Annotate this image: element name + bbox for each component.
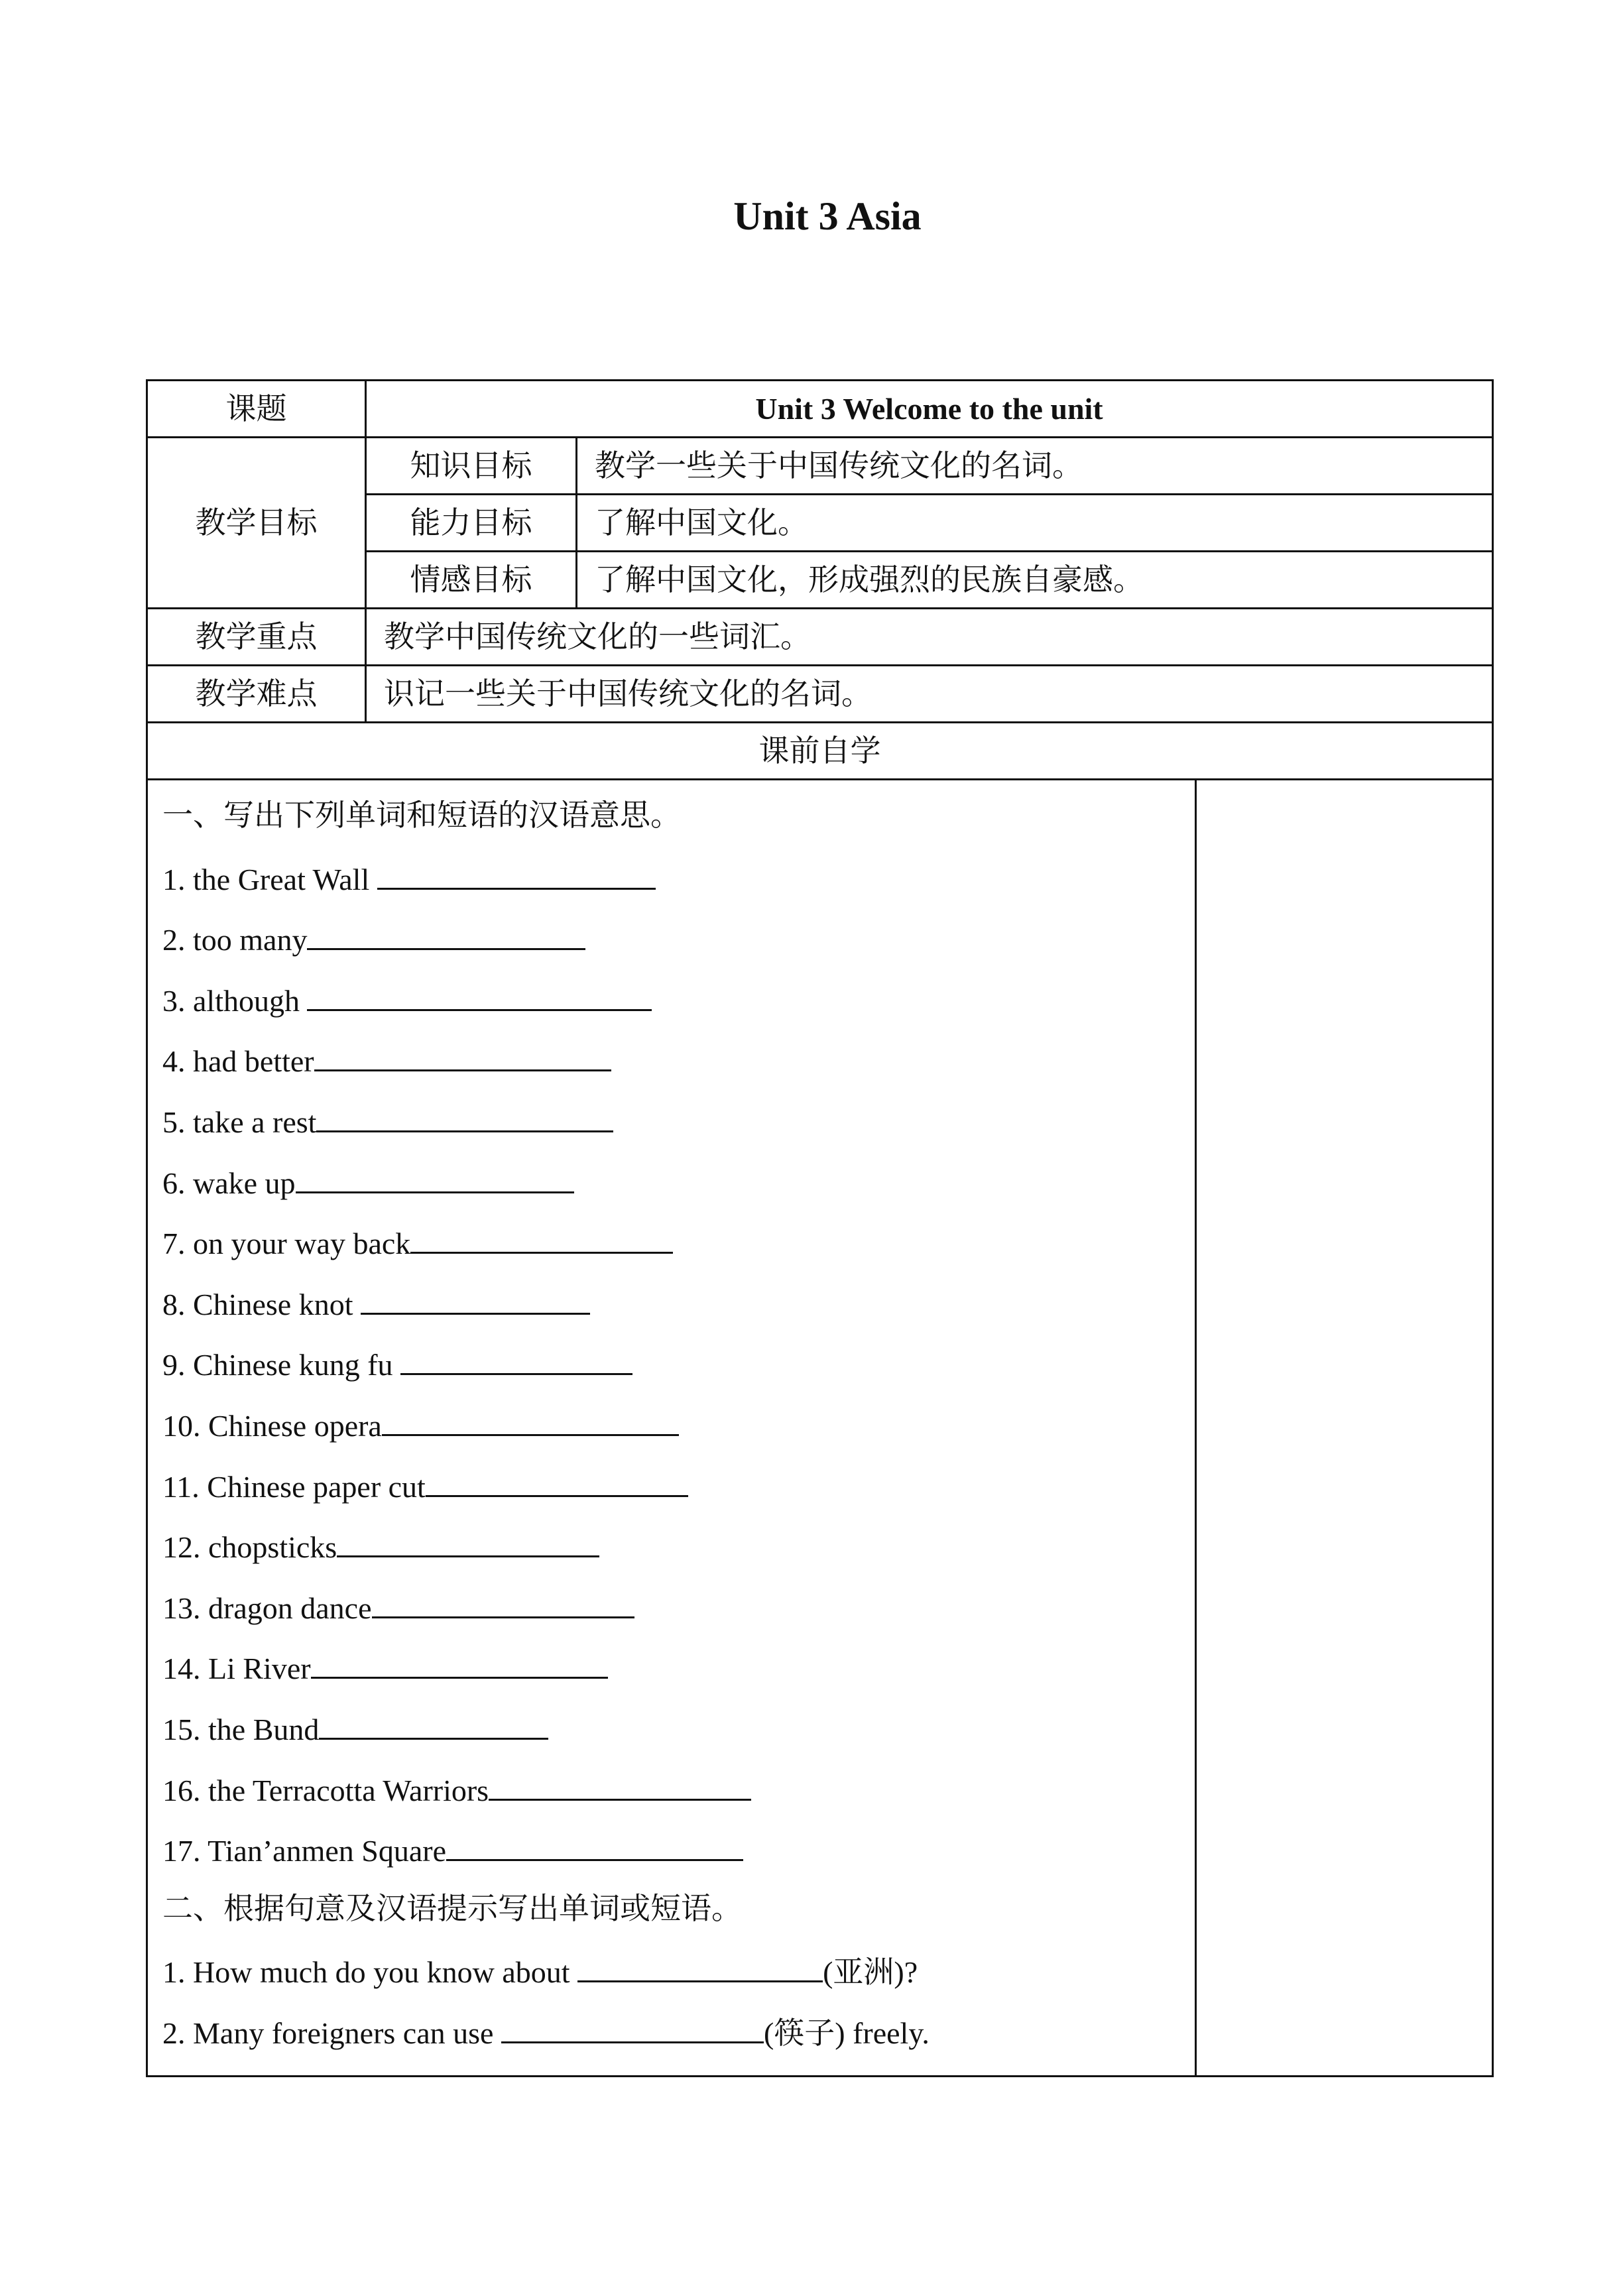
item-text: 3. although xyxy=(162,983,308,1018)
item-text: 4. had better xyxy=(162,1044,314,1079)
list-item xyxy=(162,1043,1195,1104)
answer-blank[interactable] xyxy=(410,1225,673,1254)
list-item xyxy=(162,1711,1195,1772)
item-text: 2. Many foreigners can use xyxy=(162,2016,501,2050)
answer-blank[interactable] xyxy=(314,1043,611,1071)
list-item xyxy=(162,1469,1195,1530)
answer-blank[interactable] xyxy=(400,1347,632,1375)
answer-blank[interactable] xyxy=(577,1954,823,1982)
answer-blank[interactable] xyxy=(446,1833,743,1861)
key-points-label: 教学重点 xyxy=(147,609,366,666)
list-item xyxy=(162,861,1195,922)
emotion-objective-label: 情感目标 xyxy=(366,552,577,609)
answer-blank[interactable] xyxy=(337,1529,599,1557)
answer-blank[interactable] xyxy=(311,1650,608,1679)
list-item xyxy=(162,1833,1195,1894)
answer-blank[interactable] xyxy=(361,1286,590,1315)
answer-blank[interactable] xyxy=(377,861,656,890)
item-text: 7. on your way back xyxy=(162,1227,411,1261)
difficulties-value: 识记一些关于中国传统文化的名词。 xyxy=(366,666,1493,723)
answer-blank[interactable] xyxy=(307,983,652,1011)
list-item xyxy=(162,922,1195,983)
section2-heading: 二、根据句意及汉语提示写出单词或短语。 xyxy=(162,1893,742,1925)
list-item xyxy=(162,1347,1195,1408)
answer-blank[interactable] xyxy=(296,1165,574,1193)
list-item xyxy=(162,1225,1195,1286)
answer-blank[interactable] xyxy=(307,922,585,950)
list-item xyxy=(162,1408,1195,1469)
lesson-plan-table xyxy=(146,379,1494,2077)
item-hint: (筷子) freely. xyxy=(763,2016,930,2050)
answer-blank[interactable] xyxy=(372,1590,634,1618)
list-item xyxy=(162,1165,1195,1226)
document-title: Unit 3 Asia xyxy=(733,194,922,238)
item-text: 5. take a rest xyxy=(162,1105,317,1139)
emotion-objective-value: 了解中国文化，形成强烈的民族自豪感。 xyxy=(577,552,1493,609)
list-item xyxy=(162,1590,1195,1651)
answer-blank[interactable] xyxy=(319,1711,548,1740)
item-text: 2. too many xyxy=(162,923,308,957)
exercise-cell xyxy=(147,780,1196,2077)
knowledge-objective-value: 教学一些关于中国传统文化的名词。 xyxy=(577,438,1493,495)
item-text: 16. the Terracotta Warriors xyxy=(162,1773,489,1807)
item-hint: (亚洲)? xyxy=(823,1955,918,1990)
answer-blank[interactable] xyxy=(501,2015,764,2043)
list-item xyxy=(162,1954,1195,2015)
topic-value: Unit 3 Welcome to the unit xyxy=(366,381,1493,438)
item-text: 10. Chinese opera xyxy=(162,1408,382,1443)
item-text: 11. Chinese paper cut xyxy=(162,1469,426,1504)
item-text: 12. chopsticks xyxy=(162,1530,337,1565)
item-text: 1. How much do you know about xyxy=(162,1955,578,1990)
difficulties-label: 教学难点 xyxy=(147,666,366,723)
item-text: 6. wake up xyxy=(162,1166,296,1200)
item-text: 1. the Great Wall xyxy=(162,862,377,896)
item-text: 13. dragon dance xyxy=(162,1591,372,1625)
topic-label: 课题 xyxy=(147,381,366,438)
preview-label: 课前自学 xyxy=(147,723,1493,780)
item-text: 17. Tian’anmen Square xyxy=(162,1834,447,1868)
key-points-value: 教学中国传统文化的一些词汇。 xyxy=(366,609,1493,666)
notes-cell xyxy=(1196,780,1493,2077)
answer-blank[interactable] xyxy=(316,1104,613,1132)
list-item xyxy=(162,1529,1195,1590)
item-text: 9. Chinese kung fu xyxy=(162,1348,401,1382)
list-item xyxy=(162,1104,1195,1165)
list-item xyxy=(162,1772,1195,1833)
item-text: 15. the Bund xyxy=(162,1712,320,1746)
list-item xyxy=(162,1650,1195,1711)
list-item xyxy=(162,983,1195,1044)
item-text: 14. Li River xyxy=(162,1652,311,1686)
list-item xyxy=(162,2015,1195,2076)
knowledge-objective-label: 知识目标 xyxy=(366,438,577,495)
section1-heading: 一、写出下列单词和短语的汉语意思。 xyxy=(162,800,681,832)
ability-objective-value: 了解中国文化。 xyxy=(577,495,1493,552)
ability-objective-label: 能力目标 xyxy=(366,495,577,552)
item-text: 8. Chinese knot xyxy=(162,1287,361,1321)
objectives-label: 教学目标 xyxy=(147,438,366,609)
answer-blank[interactable] xyxy=(489,1772,751,1801)
answer-blank[interactable] xyxy=(382,1408,679,1436)
list-item xyxy=(162,1286,1195,1347)
answer-blank[interactable] xyxy=(426,1469,688,1497)
